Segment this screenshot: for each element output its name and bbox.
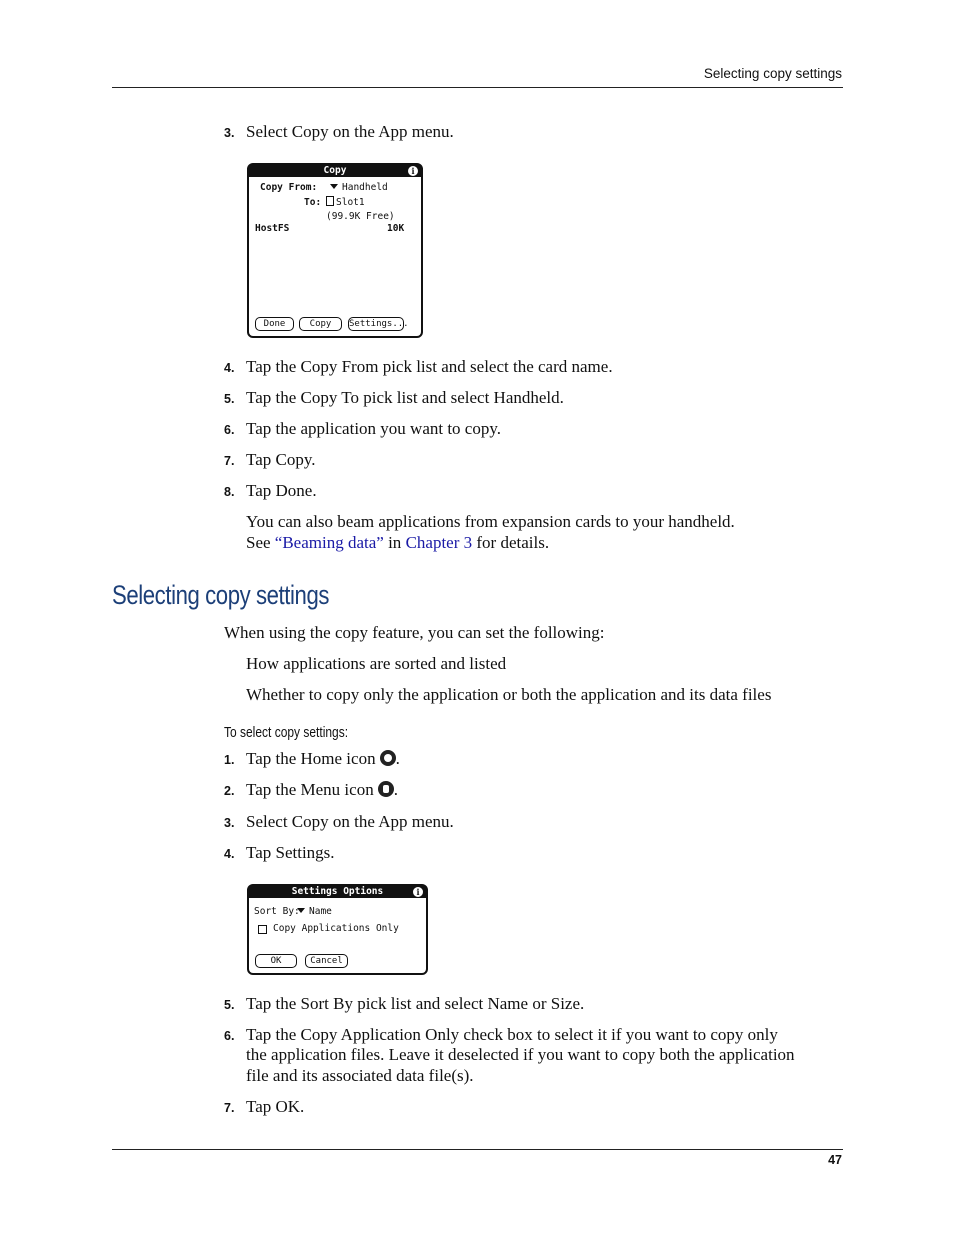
step-text: Tap OK. [246, 1097, 305, 1116]
page-number: 47 [828, 1153, 842, 1167]
bullet-item: Whether to copy only the application or both the application and its data files [246, 685, 772, 704]
step-text: Select Copy on the App menu. [246, 812, 454, 831]
info-icon[interactable]: i [413, 887, 423, 897]
step-text: file and its associated data file(s). [246, 1066, 474, 1085]
copy-from-picklist[interactable]: Handheld [330, 182, 388, 193]
step-number: 6. [224, 1029, 235, 1043]
step-number: 6. [224, 423, 235, 437]
home-icon [380, 750, 396, 766]
settings-options-screen [247, 884, 428, 975]
info-icon[interactable]: i [408, 166, 418, 176]
settings-button[interactable]: Settings... [349, 319, 409, 329]
step-number: 7. [224, 454, 235, 468]
note-line-2: See “Beaming data” in Chapter 3 for details. [246, 533, 550, 552]
step-number: 3. [224, 816, 235, 830]
to-label: To: [304, 197, 322, 208]
step-text: Tap the Menu icon . [246, 780, 398, 799]
card-icon [326, 196, 334, 206]
step-text: Tap Copy. [246, 450, 316, 469]
step-text: Select Copy on the App menu. [246, 122, 454, 141]
copy-from-label: Copy From: [260, 182, 318, 193]
footer-rule [112, 1149, 843, 1150]
picklist-arrow-icon [330, 184, 338, 189]
step-text: the application files. Leave it deselected if you want to copy both the application [246, 1045, 795, 1064]
sort-by-picklist[interactable]: Name [297, 906, 332, 917]
step-number: 1. [224, 753, 235, 767]
step-text: Tap the application you want to copy. [246, 419, 501, 438]
procedure-heading: To select copy settings: [224, 724, 349, 741]
sort-by-label: Sort By: [254, 906, 300, 917]
free-space: (99.9K Free) [326, 211, 395, 222]
picklist-arrow-icon [297, 908, 305, 913]
step-number: 3. [224, 126, 235, 140]
settings-screen-title: Settings Options [249, 886, 426, 898]
step-number: 5. [224, 392, 235, 406]
copy-apps-only-checkbox[interactable] [258, 925, 267, 934]
app-size: 10K [387, 223, 405, 234]
section-intro: When using the copy feature, you can set the following: [224, 623, 605, 642]
step-text: Tap the Sort By pick list and select Name or Size. [246, 994, 585, 1013]
header-rule [112, 87, 843, 88]
step-number: 4. [224, 847, 235, 861]
step-text: Tap the Copy Application Only check box to select it if you want to copy only [246, 1025, 778, 1044]
running-head: Selecting copy settings [703, 66, 842, 81]
menu-icon [378, 781, 394, 797]
checkbox-label: Copy Applications Only [273, 923, 399, 934]
step-number: 2. [224, 784, 235, 798]
note-line-1: You can also beam applications from expansion cards to your handheld. [246, 512, 735, 531]
step-number: 8. [224, 485, 235, 499]
to-picklist[interactable]: Slot1 [326, 196, 365, 208]
step-text: Tap the Home icon . [246, 749, 400, 768]
done-button[interactable]: Done [255, 317, 294, 331]
step-number: 7. [224, 1101, 235, 1115]
copy-screen [247, 163, 423, 338]
app-name[interactable]: HostFS [255, 223, 290, 234]
ok-button[interactable]: OK [255, 954, 297, 968]
step-text: Tap Settings. [246, 843, 335, 862]
step-number: 5. [224, 998, 235, 1012]
bullet-item: How applications are sorted and listed [246, 654, 507, 673]
copy-button[interactable]: Copy [299, 317, 342, 331]
section-title: Selecting copy settings [112, 580, 330, 610]
beaming-data-link[interactable]: “Beaming data” [274, 533, 384, 552]
step-text: Tap the Copy From pick list and select the card name. [246, 357, 613, 376]
step-text: Tap Done. [246, 481, 317, 500]
chapter-3-link[interactable]: Chapter 3 [405, 533, 473, 552]
cancel-button[interactable]: Cancel [305, 954, 348, 968]
step-number: 4. [224, 361, 235, 375]
step-text: Tap the Copy To pick list and select Handheld. [246, 388, 564, 407]
copy-screen-title: Copy [249, 165, 421, 177]
